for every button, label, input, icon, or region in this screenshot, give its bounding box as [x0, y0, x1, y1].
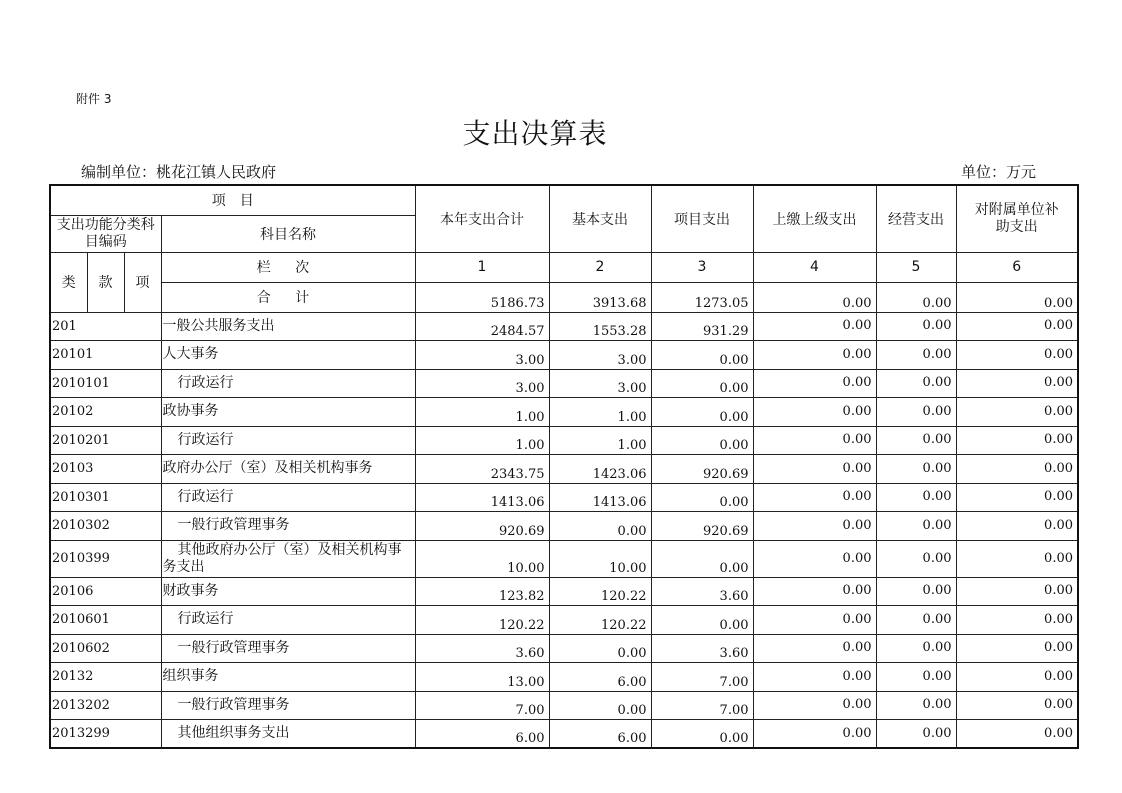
row-value: 0.00: [876, 634, 956, 663]
row-value: 0.00: [753, 483, 876, 512]
row-value: 0.00: [956, 606, 1078, 635]
row-value: 0.00: [956, 369, 1078, 398]
row-value: 0.00: [876, 540, 956, 577]
table-row: [50, 455, 1078, 484]
row-value: 0.00: [753, 663, 876, 692]
col-num-5: 5: [876, 252, 956, 282]
total-value: 0.00: [876, 282, 956, 312]
table-row: [50, 663, 1078, 692]
row-code: 2010302: [50, 512, 161, 541]
row-name: 组织事务: [161, 663, 415, 692]
row-value: 0.00: [956, 634, 1078, 663]
row-code: 2010601: [50, 606, 161, 635]
table-row: [50, 634, 1078, 663]
total-value: 3913.68: [549, 282, 651, 312]
row-value: 120.22: [549, 577, 651, 606]
page-title: 支出决算表: [462, 117, 608, 150]
total-label: 合 计: [161, 282, 415, 312]
table-row: [50, 540, 1078, 577]
row-code: 2010399: [50, 540, 161, 577]
table-row: [50, 512, 1078, 541]
row-name: 行政运行: [161, 369, 415, 398]
row-value: 0.00: [753, 577, 876, 606]
row-name: 一般行政管理事务: [161, 691, 415, 720]
header-col-3: 项目支出: [651, 185, 753, 252]
header-lanci: 栏 次: [161, 252, 415, 282]
row-value: 0.00: [956, 483, 1078, 512]
row-code: 20132: [50, 663, 161, 692]
row-name: 政协事务: [161, 398, 415, 427]
row-code: 201: [50, 312, 161, 341]
row-value: 1.00: [415, 398, 549, 427]
row-value: 10.00: [415, 540, 549, 577]
row-value: 3.60: [415, 634, 549, 663]
row-value: 6.00: [549, 663, 651, 692]
row-value: 120.22: [549, 606, 651, 635]
row-value: 920.69: [651, 455, 753, 484]
row-value: 920.69: [651, 512, 753, 541]
row-value: 0.00: [956, 341, 1078, 370]
row-value: 0.00: [651, 606, 753, 635]
row-value: 0.00: [651, 369, 753, 398]
table-row: [50, 341, 1078, 370]
header-subject-name: 科目名称: [161, 215, 415, 252]
row-name: 行政运行: [161, 606, 415, 635]
table-row: [50, 691, 1078, 720]
row-value: 0.00: [876, 483, 956, 512]
row-code: 20102: [50, 398, 161, 427]
row-name: 其他组织事务支出: [161, 720, 415, 749]
row-code: 2010101: [50, 369, 161, 398]
row-value: 0.00: [876, 663, 956, 692]
header-func-class: 支出功能分类科目编码: [50, 215, 161, 252]
row-value: 0.00: [753, 691, 876, 720]
row-value: 1.00: [549, 426, 651, 455]
row-value: 123.82: [415, 577, 549, 606]
row-value: 6.00: [415, 720, 549, 749]
attachment-label: 附件 3: [76, 92, 112, 106]
row-name: 人大事务: [161, 341, 415, 370]
row-value: 0.00: [956, 540, 1078, 577]
row-value: 0.00: [753, 606, 876, 635]
header-col-6: 对附属单位补助支出: [956, 185, 1078, 252]
row-value: 1423.06: [549, 455, 651, 484]
row-value: 0.00: [876, 426, 956, 455]
row-value: 3.60: [651, 634, 753, 663]
row-value: 120.22: [415, 606, 549, 635]
row-value: 0.00: [876, 691, 956, 720]
row-value: 0.00: [876, 606, 956, 635]
row-code: 20101: [50, 341, 161, 370]
table-row: [50, 369, 1078, 398]
row-value: 0.00: [956, 512, 1078, 541]
row-value: 6.00: [549, 720, 651, 749]
col-num-6: 6: [956, 252, 1078, 282]
row-name: 行政运行: [161, 426, 415, 455]
row-value: 13.00: [415, 663, 549, 692]
col-num-2: 2: [549, 252, 651, 282]
row-name: 一般公共服务支出: [161, 312, 415, 341]
org-label: 编制单位：桃花江镇人民政府: [81, 163, 277, 181]
header-lei: 类: [50, 252, 87, 312]
row-value: 0.00: [956, 663, 1078, 692]
row-value: 0.00: [956, 720, 1078, 749]
row-value: 0.00: [876, 455, 956, 484]
row-value: 0.00: [956, 691, 1078, 720]
row-value: 0.00: [753, 455, 876, 484]
col-num-3: 3: [651, 252, 753, 282]
row-code: 2010301: [50, 483, 161, 512]
row-value: 0.00: [753, 540, 876, 577]
row-value: 3.00: [549, 369, 651, 398]
row-value: 3.00: [549, 341, 651, 370]
total-value: 5186.73: [415, 282, 549, 312]
header-col-2: 基本支出: [549, 185, 651, 252]
row-name: 行政运行: [161, 483, 415, 512]
table-row: [50, 483, 1078, 512]
table-row: [50, 577, 1078, 606]
expenditure-table: [49, 184, 1079, 749]
row-value: 0.00: [651, 720, 753, 749]
row-value: 0.00: [549, 634, 651, 663]
row-value: 0.00: [876, 341, 956, 370]
unit-label: 单位：万元: [961, 163, 1037, 181]
row-value: 7.00: [415, 691, 549, 720]
row-value: 0.00: [753, 369, 876, 398]
row-value: 1.00: [415, 426, 549, 455]
total-value: 0.00: [956, 282, 1078, 312]
row-code: 2010201: [50, 426, 161, 455]
row-value: 931.29: [651, 312, 753, 341]
row-value: 0.00: [956, 398, 1078, 427]
row-code: 2013202: [50, 691, 161, 720]
table-row: [50, 720, 1078, 749]
row-value: 2484.57: [415, 312, 549, 341]
table-row: [50, 398, 1078, 427]
total-value: 0.00: [753, 282, 876, 312]
row-code: 2010602: [50, 634, 161, 663]
row-value: 0.00: [876, 577, 956, 606]
row-value: 0.00: [876, 369, 956, 398]
row-value: 7.00: [651, 691, 753, 720]
row-value: 0.00: [876, 720, 956, 749]
row-name: 政府办公厅（室）及相关机构事务: [161, 455, 415, 484]
total-value: 1273.05: [651, 282, 753, 312]
row-value: 1553.28: [549, 312, 651, 341]
col-num-1: 1: [415, 252, 549, 282]
row-value: 0.00: [753, 720, 876, 749]
row-code: 2013299: [50, 720, 161, 749]
row-value: 0.00: [651, 483, 753, 512]
row-value: 0.00: [651, 341, 753, 370]
row-code: 20103: [50, 455, 161, 484]
row-value: 0.00: [956, 577, 1078, 606]
row-value: 0.00: [956, 312, 1078, 341]
row-value: 0.00: [876, 398, 956, 427]
row-value: 920.69: [415, 512, 549, 541]
row-value: 0.00: [651, 426, 753, 455]
row-value: 3.60: [651, 577, 753, 606]
row-value: 0.00: [753, 426, 876, 455]
row-value: 1413.06: [415, 483, 549, 512]
header-col-5: 经营支出: [876, 185, 956, 252]
row-value: 10.00: [549, 540, 651, 577]
row-value: 0.00: [549, 512, 651, 541]
row-value: 3.00: [415, 369, 549, 398]
row-value: 3.00: [415, 341, 549, 370]
row-code: 20106: [50, 577, 161, 606]
row-value: 0.00: [753, 512, 876, 541]
row-value: 1.00: [549, 398, 651, 427]
row-value: 0.00: [956, 455, 1078, 484]
table-row: [50, 312, 1078, 341]
row-name: 一般行政管理事务: [161, 512, 415, 541]
row-value: 2343.75: [415, 455, 549, 484]
row-name: 一般行政管理事务: [161, 634, 415, 663]
row-value: 7.00: [651, 663, 753, 692]
header-col-1: 本年支出合计: [415, 185, 549, 252]
row-value: 0.00: [876, 512, 956, 541]
row-value: 0.00: [956, 426, 1078, 455]
col-num-4: 4: [753, 252, 876, 282]
row-value: 0.00: [753, 634, 876, 663]
row-value: 0.00: [876, 312, 956, 341]
row-name: 其他政府办公厅（室）及相关机构事务支出: [161, 540, 415, 577]
row-value: 0.00: [753, 398, 876, 427]
row-value: 0.00: [753, 341, 876, 370]
table-row: [50, 426, 1078, 455]
row-name: 财政事务: [161, 577, 415, 606]
row-value: 0.00: [651, 540, 753, 577]
header-xiang: 项: [124, 252, 161, 312]
header-col-4: 上缴上级支出: [753, 185, 876, 252]
header-kuan: 款: [87, 252, 124, 312]
row-value: 0.00: [549, 691, 651, 720]
row-value: 0.00: [753, 312, 876, 341]
row-value: 1413.06: [549, 483, 651, 512]
table-row: [50, 606, 1078, 635]
header-item: 项 目: [50, 185, 415, 215]
row-value: 0.00: [651, 398, 753, 427]
